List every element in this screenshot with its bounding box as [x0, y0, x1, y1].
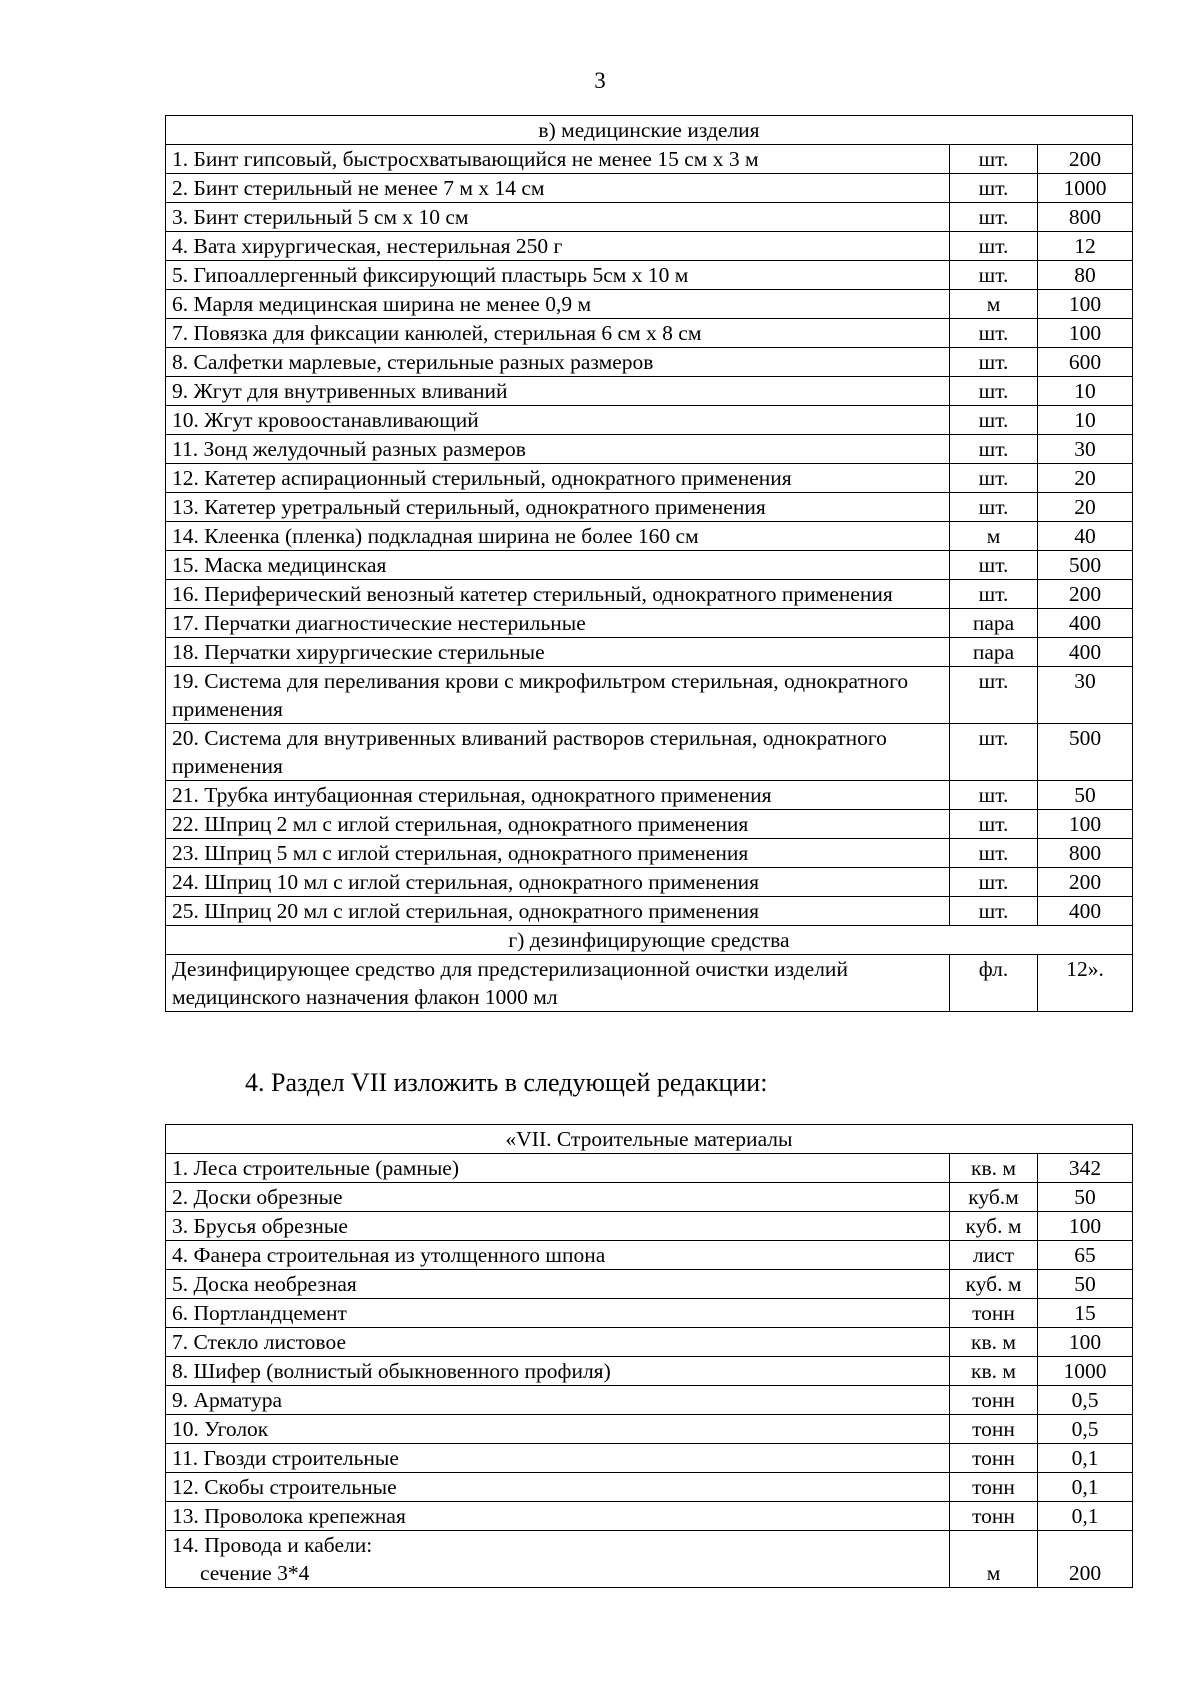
unit-cell: шт.	[950, 348, 1038, 377]
item-name-cell: 11. Зонд желудочный разных размеров	[166, 435, 950, 464]
unit-cell: шт.	[950, 839, 1038, 868]
section-title-disinfectants: г) дезинфицирующие средства	[166, 926, 1133, 955]
quantity-cell: 30	[1038, 667, 1133, 724]
quantity-cell: 12».	[1038, 955, 1133, 1012]
item-subline-text: сечение 3*4	[200, 1561, 310, 1585]
unit-cell: шт.	[950, 377, 1038, 406]
unit-cell: тонн	[950, 1299, 1038, 1328]
section-header-row	[166, 926, 1133, 955]
quantity-cell: 50	[1038, 1270, 1133, 1299]
item-name-text: 14. Провода и кабели:	[172, 1533, 373, 1557]
quantity-cell: 10	[1038, 377, 1133, 406]
table-row	[166, 1415, 1133, 1444]
item-name-cell: 6. Портландцемент	[166, 1299, 950, 1328]
item-name-cell: 13. Проволока крепежная	[166, 1502, 950, 1531]
item-name-cell: 10. Жгут кровоостанавливающий	[166, 406, 950, 435]
unit-cell: шт.	[950, 464, 1038, 493]
quantity-cell: 800	[1038, 203, 1133, 232]
unit-cell: шт.	[950, 232, 1038, 261]
unit-cell: м	[950, 522, 1038, 551]
building-materials-table	[165, 1124, 1133, 1588]
unit-cell: шт.	[950, 261, 1038, 290]
unit-cell: шт.	[950, 724, 1038, 781]
table-row	[166, 1502, 1133, 1531]
table-row	[166, 1444, 1133, 1473]
table-row	[166, 955, 1133, 1012]
unit-cell: тонн	[950, 1415, 1038, 1444]
table-row	[166, 580, 1133, 609]
table-row	[166, 724, 1133, 781]
item-name-cell: 3. Брусья обрезные	[166, 1212, 950, 1241]
unit-cell: тонн	[950, 1444, 1038, 1473]
table-row	[166, 145, 1133, 174]
quantity-cell: 20	[1038, 464, 1133, 493]
table-row	[166, 1212, 1133, 1241]
unit-cell: куб. м	[950, 1270, 1038, 1299]
item-name-cell: 18. Перчатки хирургические стерильные	[166, 638, 950, 667]
item-name-cell: 12. Скобы строительные	[166, 1473, 950, 1502]
quantity-cell: 0,1	[1038, 1502, 1133, 1531]
item-name-cell: 17. Перчатки диагностические нестерильные	[166, 609, 950, 638]
unit-cell: шт.	[950, 781, 1038, 810]
unit-cell: кв. м	[950, 1154, 1038, 1183]
quantity-cell: 100	[1038, 1328, 1133, 1357]
item-name-cell: 6. Марля медицинская ширина не менее 0,9 м	[166, 290, 950, 319]
quantity-cell: 200	[1038, 145, 1133, 174]
quantity-cell: 100	[1038, 319, 1133, 348]
unit-cell: кв. м	[950, 1328, 1038, 1357]
table-row	[166, 1473, 1133, 1502]
table-row	[166, 667, 1133, 724]
table-row	[166, 1270, 1133, 1299]
item-name-cell: 21. Трубка интубационная стерильная, однократного применения	[166, 781, 950, 810]
table-row	[166, 232, 1133, 261]
quantity-cell: 15	[1038, 1299, 1133, 1328]
table-row	[166, 609, 1133, 638]
table-row	[166, 551, 1133, 580]
section-header-row	[166, 116, 1133, 145]
table-row	[166, 810, 1133, 839]
unit-cell: шт.	[950, 145, 1038, 174]
unit-cell: фл.	[950, 955, 1038, 1012]
table-row	[166, 493, 1133, 522]
table-row	[166, 290, 1133, 319]
quantity-cell: 40	[1038, 522, 1133, 551]
unit-cell: пара	[950, 638, 1038, 667]
item-name-cell: 22. Шприц 2 мл с иглой стерильная, однократного применения	[166, 810, 950, 839]
table-row	[166, 522, 1133, 551]
quantity-cell: 400	[1038, 638, 1133, 667]
item-name-cell: 12. Катетер аспирационный стерильный, однократного применения	[166, 464, 950, 493]
quantity-cell: 100	[1038, 810, 1133, 839]
unit-cell: кв. м	[950, 1357, 1038, 1386]
unit-cell: куб.м	[950, 1183, 1038, 1212]
item-name-cell: Дезинфицирующее средство для предстерилизационной очистки изделий медицинского назначения флакон 1000 мл	[166, 955, 950, 1012]
item-name-cell: 5. Доска необрезная	[166, 1270, 950, 1299]
instruction-text: 4. Раздел VII изложить в следующей редакции:	[245, 1068, 768, 1097]
table-row	[166, 1154, 1133, 1183]
table-row	[166, 1241, 1133, 1270]
item-name-cell: 8. Шифер (волнистый обыкновенного профиля)	[166, 1357, 950, 1386]
unit-cell: м	[950, 290, 1038, 319]
quantity-cell: 200	[1038, 1531, 1133, 1588]
item-name-cell	[166, 1531, 950, 1588]
table-row	[166, 638, 1133, 667]
unit-cell: шт.	[950, 810, 1038, 839]
item-name-cell: 25. Шприц 20 мл с иглой стерильная, однократного применения	[166, 897, 950, 926]
table-row	[166, 868, 1133, 897]
quantity-cell: 0,5	[1038, 1415, 1133, 1444]
table-row	[166, 406, 1133, 435]
unit-cell: шт.	[950, 868, 1038, 897]
quantity-cell: 1000	[1038, 174, 1133, 203]
unit-cell: тонн	[950, 1502, 1038, 1531]
section-title-building-materials: «VII. Строительные материалы	[166, 1125, 1133, 1154]
unit-cell: шт.	[950, 406, 1038, 435]
unit-cell: м	[950, 1531, 1038, 1588]
table-row	[166, 174, 1133, 203]
medical-supplies-table	[165, 115, 1133, 1012]
item-name-cell: 5. Гипоаллергенный фиксирующий пластырь 5см х 10 м	[166, 261, 950, 290]
item-name-cell: 9. Жгут для внутривенных вливаний	[166, 377, 950, 406]
unit-cell: шт.	[950, 551, 1038, 580]
table-row	[166, 897, 1133, 926]
item-name-cell: 3. Бинт стерильный 5 см х 10 см	[166, 203, 950, 232]
item-name-cell: 4. Вата хирургическая, нестерильная 250 г	[166, 232, 950, 261]
item-name-cell: 1. Бинт гипсовый, быстросхватывающийся не менее 15 см х 3 м	[166, 145, 950, 174]
item-name-cell: 7. Повязка для фиксации канюлей, стерильная 6 см х 8 см	[166, 319, 950, 348]
quantity-cell: 1000	[1038, 1357, 1133, 1386]
table-row	[166, 348, 1133, 377]
item-name-cell: 11. Гвозди строительные	[166, 1444, 950, 1473]
unit-cell: куб. м	[950, 1212, 1038, 1241]
quantity-cell: 800	[1038, 839, 1133, 868]
quantity-cell: 12	[1038, 232, 1133, 261]
table-row	[166, 1357, 1133, 1386]
unit-cell: тонн	[950, 1473, 1038, 1502]
quantity-cell: 20	[1038, 493, 1133, 522]
unit-cell: тонн	[950, 1386, 1038, 1415]
item-name-cell: 23. Шприц 5 мл с иглой стерильная, однократного применения	[166, 839, 950, 868]
item-name-cell: 7. Стекло листовое	[166, 1328, 950, 1357]
unit-cell: шт.	[950, 667, 1038, 724]
quantity-cell: 100	[1038, 1212, 1133, 1241]
item-name-cell: 19. Система для переливания крови с микрофильтром стерильная, однократного применения	[166, 667, 950, 724]
item-name-cell: 24. Шприц 10 мл с иглой стерильная, однократного применения	[166, 868, 950, 897]
unit-cell: шт.	[950, 580, 1038, 609]
item-name-cell: 4. Фанера строительная из утолщенного шпона	[166, 1241, 950, 1270]
table-row	[166, 1299, 1133, 1328]
table-row	[166, 377, 1133, 406]
table-row	[166, 781, 1133, 810]
item-name-cell: 16. Периферический венозный катетер стерильный, однократного применения	[166, 580, 950, 609]
item-name-cell: 20. Система для внутривенных вливаний растворов стерильная, однократного применения	[166, 724, 950, 781]
quantity-cell: 0,1	[1038, 1473, 1133, 1502]
item-name-cell: 8. Салфетки марлевые, стерильные разных размеров	[166, 348, 950, 377]
item-name-cell: 10. Уголок	[166, 1415, 950, 1444]
table-row	[166, 464, 1133, 493]
quantity-cell: 50	[1038, 1183, 1133, 1212]
unit-cell: шт.	[950, 174, 1038, 203]
table-row	[166, 839, 1133, 868]
quantity-cell: 500	[1038, 551, 1133, 580]
quantity-cell: 200	[1038, 580, 1133, 609]
section-header-row	[166, 1125, 1133, 1154]
table-row	[166, 1531, 1133, 1588]
quantity-cell: 0,5	[1038, 1386, 1133, 1415]
page-number: 3	[594, 68, 606, 93]
unit-cell: шт.	[950, 897, 1038, 926]
quantity-cell: 50	[1038, 781, 1133, 810]
unit-cell: шт.	[950, 203, 1038, 232]
table-row	[166, 435, 1133, 464]
quantity-cell: 400	[1038, 609, 1133, 638]
unit-cell: шт.	[950, 319, 1038, 348]
table-row	[166, 261, 1133, 290]
unit-cell: лист	[950, 1241, 1038, 1270]
item-name-cell: 2. Бинт стерильный не менее 7 м х 14 см	[166, 174, 950, 203]
table-row	[166, 203, 1133, 232]
quantity-cell: 80	[1038, 261, 1133, 290]
quantity-cell: 500	[1038, 724, 1133, 781]
quantity-cell: 0,1	[1038, 1444, 1133, 1473]
quantity-cell: 600	[1038, 348, 1133, 377]
unit-cell: шт.	[950, 493, 1038, 522]
quantity-cell: 65	[1038, 1241, 1133, 1270]
table-row	[166, 1183, 1133, 1212]
quantity-cell: 100	[1038, 290, 1133, 319]
item-name-cell: 9. Арматура	[166, 1386, 950, 1415]
quantity-cell: 342	[1038, 1154, 1133, 1183]
unit-cell: шт.	[950, 435, 1038, 464]
section-title-medical-devices: в) медицинские изделия	[166, 116, 1133, 145]
quantity-cell: 30	[1038, 435, 1133, 464]
table-row	[166, 319, 1133, 348]
item-name-cell: 13. Катетер уретральный стерильный, однократного применения	[166, 493, 950, 522]
item-name-cell: 1. Леса строительные (рамные)	[166, 1154, 950, 1183]
item-name-cell: 15. Маска медицинская	[166, 551, 950, 580]
table-row	[166, 1386, 1133, 1415]
unit-cell: пара	[950, 609, 1038, 638]
quantity-cell: 200	[1038, 868, 1133, 897]
item-name-cell: 2. Доски обрезные	[166, 1183, 950, 1212]
item-name-cell: 14. Клеенка (пленка) подкладная ширина не более 160 см	[166, 522, 950, 551]
quantity-cell: 10	[1038, 406, 1133, 435]
table-row	[166, 1328, 1133, 1357]
quantity-cell: 400	[1038, 897, 1133, 926]
